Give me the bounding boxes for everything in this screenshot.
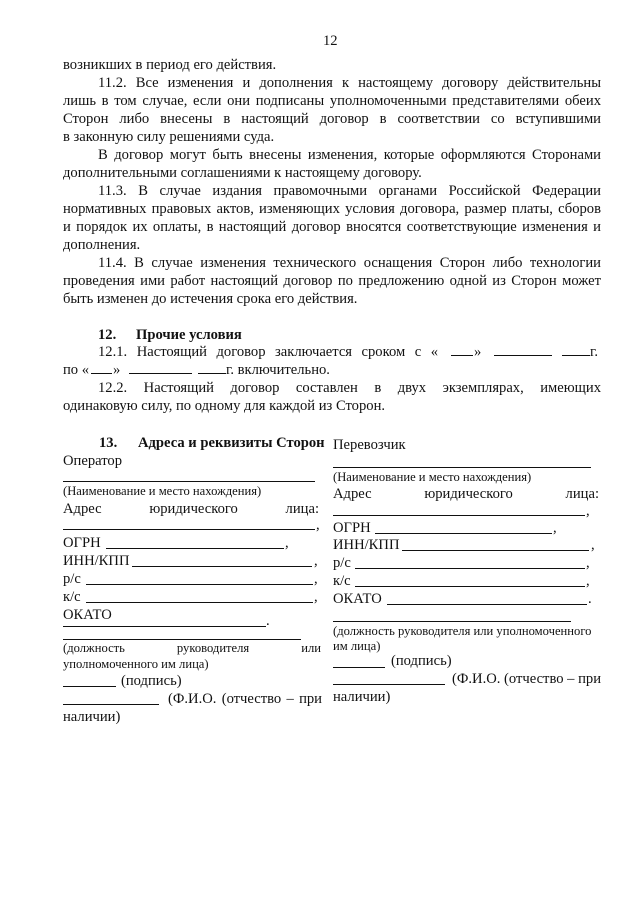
comma: , xyxy=(314,571,318,587)
section-13-number: 13. xyxy=(99,435,118,451)
paragraph-line: 11.2. Все изменения и дополнения к настоящему договору действительны xyxy=(98,75,601,91)
carrier-fio-field[interactable] xyxy=(333,684,445,685)
paragraph-line: дополнительными соглашениями к настоящему договору. xyxy=(63,165,422,181)
comma: , xyxy=(553,520,557,536)
operator-fio-caption: (Ф.И.О. (отчество – при xyxy=(168,691,322,707)
operator-ks-field[interactable] xyxy=(86,602,313,603)
comma: , xyxy=(586,503,590,519)
blank-day-2 xyxy=(91,373,112,374)
operator-ogrn-label: ОГРН xyxy=(63,535,101,551)
operator-name-field[interactable] xyxy=(63,481,315,482)
carrier-okato-label: ОКАТО xyxy=(333,591,382,607)
comma: , xyxy=(285,535,289,551)
comma: , xyxy=(314,589,318,605)
carrier-rs-label: р/с xyxy=(333,555,351,571)
clause-year-suffix: г. xyxy=(590,344,598,360)
period: . xyxy=(588,591,592,607)
clause-12-1-by: по « xyxy=(63,362,90,378)
paragraph-line: в законную силу решениями суда. xyxy=(63,129,275,145)
operator-heading: Оператор xyxy=(63,453,123,469)
operator-okato-label: ОКАТО xyxy=(63,607,112,623)
section-13-title: Адреса и реквизиты Сторон xyxy=(138,435,325,451)
paragraph-line: проведения ими работ настоящий договор по предложению одной из Сторон может xyxy=(63,273,601,289)
clause-quote: » xyxy=(113,362,121,378)
comma: , xyxy=(316,517,320,533)
section-12-title: Прочие условия xyxy=(136,327,242,343)
carrier-position-caption-2: им лица) xyxy=(333,639,381,653)
paragraph-line: 11.3. В случае издания правомочными органами Российской Федерации xyxy=(98,183,601,199)
carrier-name-field[interactable] xyxy=(333,467,591,468)
blank-year-2 xyxy=(198,373,226,374)
paragraph-line: нормативных правовых актов, изменяющих условия договора, размер платы, сборов xyxy=(63,201,601,217)
operator-ogrn-field[interactable] xyxy=(106,548,284,549)
operator-ks-label: к/с xyxy=(63,589,81,605)
operator-rs-label: р/с xyxy=(63,571,81,587)
comma: , xyxy=(586,555,590,571)
operator-fio-end: наличии) xyxy=(63,709,121,725)
carrier-ogrn-field[interactable] xyxy=(375,533,552,534)
carrier-inn-label: ИНН/КПП xyxy=(333,537,400,553)
page-number: 12 xyxy=(323,33,338,49)
paragraph-line: Сторон либо внесены в настоящий договор в соответствии со вступившими xyxy=(63,111,601,127)
carrier-address-field[interactable] xyxy=(333,515,585,516)
carrier-ks-field[interactable] xyxy=(355,586,585,587)
operator-fio-field[interactable] xyxy=(63,704,159,705)
operator-position-caption: (должность руководителя или уполномоченного им лица) xyxy=(63,641,321,671)
operator-inn-label: ИНН/КПП xyxy=(63,553,130,569)
carrier-signature-field[interactable] xyxy=(333,667,385,668)
carrier-signature-caption: (подпись) xyxy=(391,653,452,669)
carrier-okato-field[interactable] xyxy=(387,604,587,605)
carrier-heading: Перевозчик xyxy=(333,437,406,453)
paragraph-line: быть изменен до истечения срока его действия. xyxy=(63,291,358,307)
carrier-ks-label: к/с xyxy=(333,573,351,589)
clause-quote: » xyxy=(474,344,482,360)
carrier-address-label: Адрес юридического лица: xyxy=(333,486,599,502)
clause-12-1-start: 12.1. Настоящий договор заключается сроком с « xyxy=(98,344,438,360)
operator-signature-field[interactable] xyxy=(63,686,116,687)
paragraph-line: 11.4. В случае изменения технического оснащения Сторон либо технологии xyxy=(98,255,601,271)
clause-12-2-line1: 12.2. Настоящий договор составлен в двух экземплярах, имеющих xyxy=(98,380,601,396)
comma: , xyxy=(314,553,318,569)
operator-rs-field[interactable] xyxy=(86,584,313,585)
paragraph-line: лишь в том случае, если они подписаны уполномоченными представителями обеих xyxy=(63,93,601,109)
blank-year-1 xyxy=(562,355,590,356)
carrier-position-caption-1: (должность руководителя или уполномоченного xyxy=(333,624,592,638)
paragraph-line: и порядок их оплаты, в настоящий договор вносятся соответствующие изменения и xyxy=(63,219,601,235)
operator-address-label: Адрес юридического лица: xyxy=(63,501,319,517)
operator-signature-caption: (подпись) xyxy=(121,673,182,689)
operator-address-field[interactable] xyxy=(63,529,315,530)
clause-12-2-line2: одинаковую силу, по одному для каждой из Сторон. xyxy=(63,398,386,414)
operator-name-caption: (Наименование и место нахождения) xyxy=(63,484,262,498)
clause-12-1-end: г. включительно. xyxy=(226,362,330,378)
section-12-number: 12. xyxy=(98,327,117,343)
blank-day-1 xyxy=(451,355,473,356)
carrier-position-field[interactable] xyxy=(333,621,571,622)
carrier-ogrn-label: ОГРН xyxy=(333,520,371,536)
blank-month-1 xyxy=(494,355,552,356)
carrier-name-caption: (Наименование и место нахождения) xyxy=(333,470,532,484)
period: . xyxy=(266,613,270,629)
paragraph-line: дополнения. xyxy=(63,237,141,253)
operator-okato-field[interactable] xyxy=(63,626,266,627)
carrier-inn-field[interactable] xyxy=(402,550,589,551)
carrier-rs-field[interactable] xyxy=(355,568,585,569)
paragraph-line: В договор могут быть внесены изменения, которые оформляются Сторонами xyxy=(98,147,601,163)
blank-month-2 xyxy=(129,373,192,374)
comma: , xyxy=(586,573,590,589)
carrier-fio-caption: (Ф.И.О. (отчество – при xyxy=(452,671,602,687)
paragraph-line: возникших в период его действия. xyxy=(63,57,277,73)
carrier-fio-end: наличии) xyxy=(333,689,391,705)
comma: , xyxy=(591,537,595,553)
operator-inn-field[interactable] xyxy=(132,566,312,567)
